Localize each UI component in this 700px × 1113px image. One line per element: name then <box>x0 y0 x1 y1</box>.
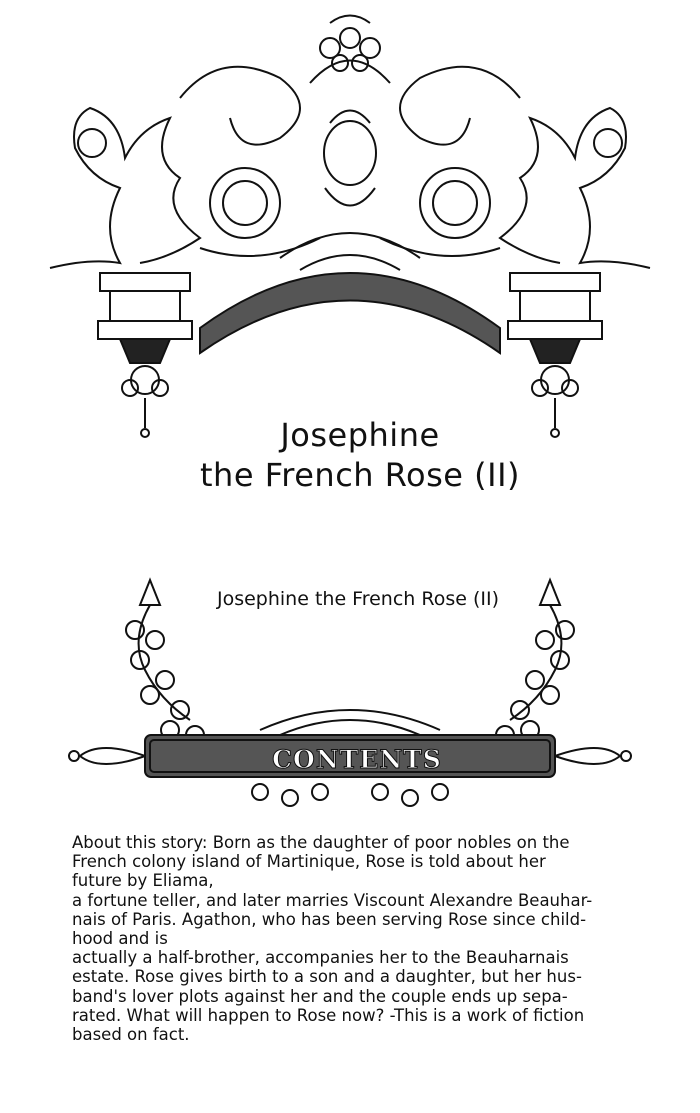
synopsis-text: About this story: Born as the daughter of poor nobles on the French colony island of Martinique, Rose is told about her future by Eliama, a fortune teller, and later marries Viscount Alexandre Beauhar- nais of Paris. Agathon, who has been serving Rose since child- hood and is actually a half-brother, accompanies her to the Beauharnais estate. Rose gives birth to a son and a daughter, but her hus- band's lover plots against her and the couple ends up sepa- rated. What will happen to Rose now? -This is a work of fiction based on fact. <box>72 833 593 1045</box>
decorative-arch-ornament <box>30 8 670 448</box>
contents-chapter-title: Josephine the French Rose (II) <box>216 588 500 610</box>
story-synopsis <box>72 833 632 1044</box>
chapter-title-line1: Josephine <box>280 416 440 454</box>
chapter-title-line2: the French Rose (II) <box>200 456 520 494</box>
contents-banner-label: CONTENTS <box>272 745 442 774</box>
